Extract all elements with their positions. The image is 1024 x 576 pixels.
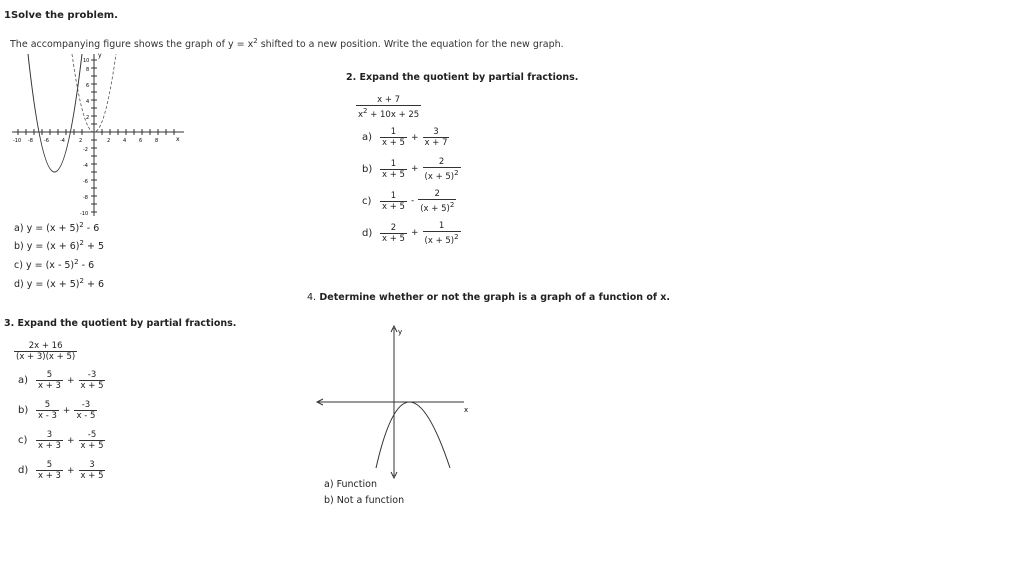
q3-option-a-frac1-den: x + 3	[38, 381, 61, 391]
q3-option-c-frac2-num: -5	[79, 430, 106, 441]
q2-option-c-frac2-den-exp: 2	[449, 201, 455, 209]
q1-shifted-parabola	[28, 54, 82, 172]
q1-ytick-m6: -6	[83, 179, 88, 185]
q1-x-axis-label: x	[176, 136, 180, 143]
q1-option-a-exp: 2	[79, 221, 84, 229]
q1-prompt-exp: 2	[253, 37, 258, 45]
q1-ytick-m2: -2	[83, 147, 88, 153]
q2-question	[356, 95, 421, 120]
q1-option-d[interactable]	[14, 277, 104, 290]
q2-option-a-frac2-den-base: x + 7	[424, 138, 448, 148]
q1-option-a[interactable]	[14, 221, 99, 234]
q4-x-axis-label: x	[464, 406, 469, 414]
q3-option-c-frac1-den: x + 3	[38, 441, 61, 451]
q2-option-a-letter: a)	[362, 132, 373, 143]
q1-xtick-2a: 2	[79, 138, 83, 144]
q1-option-c[interactable]	[14, 258, 94, 271]
q1-xtick-m10: -10	[13, 138, 22, 144]
q1-option-c-post: - 6	[78, 260, 95, 272]
q1-ytick-m8: -8	[83, 195, 88, 201]
q1-option-d-letter: d)	[14, 279, 24, 291]
q3-option-c-frac2	[79, 430, 106, 451]
q2-option-b-frac2-den	[423, 168, 461, 182]
q2-option-d-frac2-num: 1	[423, 221, 461, 232]
q3-option-d-letter: d)	[18, 465, 29, 476]
q1-number: 1	[4, 10, 11, 21]
q2-question-denominator	[356, 106, 421, 120]
q2-option-c-frac1-num: 1	[380, 191, 407, 202]
q2-option-d[interactable]	[362, 221, 461, 246]
q2-option-b-frac1-num: 1	[380, 159, 407, 170]
q3-option-b-frac2-num: -3	[74, 400, 97, 411]
q1-option-c-letter: c)	[14, 260, 23, 272]
q4-number: 4.	[307, 292, 317, 303]
q2-option-b-letter: b)	[362, 163, 373, 175]
q1-option-d-post: + 6	[83, 279, 104, 291]
q3-option-a-operator: +	[66, 375, 75, 386]
q2-option-a-frac2-den	[423, 138, 450, 148]
q1-ytick-10: 10	[83, 58, 90, 64]
q2-option-b[interactable]	[362, 157, 461, 182]
q4-y-axis-label: y	[398, 328, 403, 336]
q1-ytick-2: 2	[86, 115, 90, 121]
q2-option-b-frac2	[423, 157, 461, 182]
q2-option-a-frac1-num: 1	[380, 127, 407, 138]
q4-option-b-label: Not a function	[336, 495, 405, 506]
q2-option-d-frac1-den: x + 5	[382, 233, 405, 244]
q1-heading	[4, 10, 118, 21]
q2-question-numerator: x + 7	[356, 95, 421, 106]
q2-option-d-frac1	[380, 223, 407, 244]
q3-heading: 3. Expand the quotient by partial fractions.	[4, 318, 237, 329]
q2-option-a-frac2	[423, 127, 450, 148]
q3-option-b-operator: +	[62, 405, 71, 416]
q3-option-a[interactable]	[18, 370, 105, 391]
q3-question-denominator: (x + 3)(x + 5)	[16, 352, 76, 362]
q3-option-a-frac1	[36, 370, 63, 391]
q4-heading-text: Determine whether or not the graph is a graph of a function of x.	[319, 292, 671, 303]
q2-option-c-frac2-num: 2	[418, 189, 456, 200]
q2-option-d-frac2-den-base: (x + 5)	[424, 235, 455, 246]
q3-question	[14, 341, 77, 362]
q3-option-c-frac2-den: x + 5	[80, 441, 104, 451]
q3-option-a-frac2-den: x + 5	[80, 381, 104, 391]
q2-option-d-frac2	[423, 221, 461, 246]
q1-option-d-pre: y = (x + 5)	[26, 279, 80, 291]
q2-option-c-frac2-den-base: (x + 5)	[420, 203, 450, 214]
q4-option-a-label: Function	[336, 479, 377, 490]
q2-option-a-frac2-num: 3	[423, 127, 450, 138]
q3-option-c[interactable]	[18, 430, 105, 451]
q2-option-b-operator: +	[410, 164, 419, 175]
q3-option-b-frac1-num: 5	[36, 400, 59, 411]
q2-option-d-letter: d)	[362, 227, 373, 239]
q1-option-b-letter: b)	[14, 241, 24, 253]
q1-xtick-m4: -4	[60, 138, 65, 144]
q3-option-b-frac1-den: x - 3	[38, 411, 57, 421]
q3-option-a-frac2	[79, 370, 106, 391]
q1-xtick-2b: 2	[107, 138, 111, 144]
q1-option-a-letter: a)	[14, 223, 24, 235]
q1-option-b[interactable]	[14, 239, 104, 252]
q2-option-c-letter: c)	[362, 195, 372, 207]
q1-ytick-8: 8	[86, 67, 90, 73]
q2-option-c-frac2	[418, 189, 456, 214]
q1-xtick-m8: -8	[28, 138, 33, 144]
q3-question-numerator: 2x + 16	[14, 341, 77, 352]
q1-option-a-post: - 6	[83, 223, 100, 235]
q4-heading	[307, 292, 670, 303]
q1-ytick-4: 4	[86, 99, 90, 105]
q3-option-a-frac1-num: 5	[36, 370, 63, 381]
q3-option-a-frac2-num: -3	[79, 370, 106, 381]
q3-question-fraction	[14, 341, 77, 362]
q1-option-b-exp: 2	[79, 239, 84, 247]
q3-option-d[interactable]	[18, 460, 105, 481]
q3-option-d-frac2-num: 3	[79, 460, 106, 471]
q2-option-b-frac1	[380, 159, 407, 180]
q1-xtick-m6: -6	[44, 138, 49, 144]
q1-option-a-pre: y = (x + 5)	[26, 223, 80, 235]
q4-option-a[interactable]	[324, 479, 377, 490]
q2-option-a-operator: +	[410, 132, 419, 143]
q3-option-c-frac1	[36, 430, 63, 451]
q2-option-b-frac2-num: 2	[423, 157, 461, 168]
q1-prompt	[10, 37, 564, 50]
q2-option-c-operator: -	[410, 196, 415, 207]
q2-option-d-frac1-num: 2	[380, 223, 407, 234]
q2-option-a-frac1	[380, 127, 407, 148]
q2-question-den-post: + 10x + 25	[367, 109, 420, 120]
q2-option-c-frac1-den: x + 5	[382, 201, 405, 212]
q3-option-a-letter: a)	[18, 375, 29, 386]
q3-option-d-operator: +	[66, 465, 75, 476]
q2-option-d-frac2-den-exp: 2	[454, 233, 459, 241]
q3-option-c-operator: +	[66, 435, 75, 446]
q2-option-b-frac2-den-exp: 2	[454, 169, 459, 177]
q3-option-c-letter: c)	[18, 435, 28, 446]
q2-option-c-frac2-den	[418, 200, 456, 214]
q2-option-c[interactable]	[362, 189, 456, 214]
q3-option-b-frac2-den: x - 5	[76, 411, 96, 421]
q1-option-c-exp: 2	[74, 258, 79, 266]
q1-graph	[6, 50, 206, 220]
q4-option-a-letter: a)	[324, 479, 334, 490]
q2-option-b-frac1-den: x + 5	[382, 169, 405, 180]
q1-y-axis-label: y	[98, 52, 102, 59]
q1-option-b-post: + 5	[83, 241, 104, 253]
q1-ytick-m10: -10	[80, 211, 89, 217]
q1-ytick-m4: -4	[83, 163, 88, 169]
q3-option-b-frac2	[74, 400, 97, 421]
q1-option-d-exp: 2	[79, 277, 84, 285]
q4-option-b-letter: b)	[324, 495, 334, 506]
q3-option-b[interactable]	[18, 400, 97, 421]
q3-option-d-frac1	[36, 460, 63, 481]
q2-option-a-frac1-den: x + 5	[382, 138, 405, 148]
q3-option-d-frac2-den: x + 5	[80, 471, 104, 481]
q3-option-d-frac2	[79, 460, 106, 481]
q1-option-b-pre: y = (x + 6)	[26, 241, 80, 253]
q3-option-b-frac1	[36, 400, 59, 421]
q2-heading: 2. Expand the quotient by partial fractions.	[346, 72, 579, 83]
q3-option-c-frac1-num: 3	[36, 430, 63, 441]
q2-option-d-operator: +	[410, 228, 419, 239]
q4-graph	[312, 322, 487, 482]
q4-curve	[376, 402, 450, 468]
q1-prompt-post: shifted to a new position. Write the equation for the new graph.	[257, 39, 564, 51]
q1-prompt-pre: The accompanying figure shows the graph of y = x	[10, 39, 254, 51]
q2-question-den-exp: 2	[363, 107, 368, 115]
q2-option-c-frac1	[380, 191, 407, 212]
q1-xtick-4: 4	[123, 138, 127, 144]
q1-xtick-6: 6	[139, 138, 143, 144]
q3-option-d-frac1-num: 5	[36, 460, 63, 471]
q1-option-c-pre: y = (x - 5)	[25, 260, 75, 272]
q4-option-b[interactable]	[324, 495, 404, 506]
q2-question-fraction	[356, 95, 421, 120]
q1-ytick-6: 6	[86, 83, 90, 89]
q2-option-b-frac2-den-base: (x + 5)	[424, 171, 455, 182]
q1-heading-text: Solve the problem.	[10, 10, 118, 21]
q2-option-a[interactable]	[362, 127, 449, 148]
q3-option-d-frac1-den: x + 3	[38, 471, 61, 481]
q2-question-den-pre: x	[358, 109, 364, 120]
q3-option-b-letter: b)	[18, 405, 29, 416]
q2-option-d-frac2-den	[423, 232, 461, 246]
q1-xtick-8: 8	[155, 138, 159, 144]
